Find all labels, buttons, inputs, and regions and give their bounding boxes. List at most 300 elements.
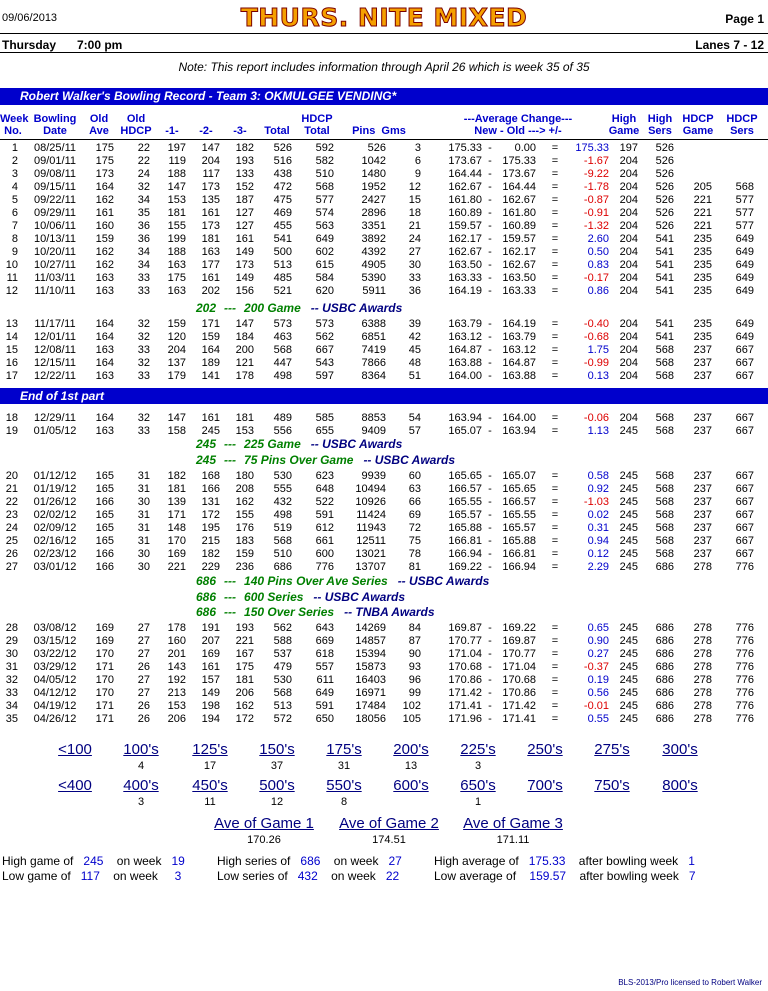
cell: 2427 (361, 194, 386, 206)
dash: - (488, 548, 492, 560)
cell: 02/23/12 (33, 548, 77, 560)
cell: 22 (137, 155, 150, 167)
cell: 179 (167, 370, 186, 382)
cell: 163 (167, 285, 186, 297)
cell: 45 (408, 344, 421, 356)
cell: 204 (619, 246, 638, 258)
cell: 175 (95, 142, 114, 154)
equals: = (551, 233, 559, 245)
cell: -9.22 (583, 168, 609, 180)
cell: 204 (619, 344, 638, 356)
cell: 278 (693, 700, 712, 712)
col-header-hdcptotal: HDCP Total (301, 113, 333, 137)
cell: 591 (315, 509, 334, 521)
cell: 776 (735, 648, 754, 660)
cell: 131 (201, 496, 220, 508)
cell: 12/22/11 (33, 370, 76, 382)
record-title-bar: Robert Walker's Bowling Record - Team 3: OKMULGEE VENDING* (0, 88, 768, 105)
cell: 0.94 (587, 535, 609, 547)
cell: 16971 (355, 687, 386, 699)
cell: 161.80 (502, 207, 536, 219)
cell: 541 (273, 233, 292, 245)
equals: = (551, 561, 559, 573)
cell: 686 (655, 674, 674, 686)
cell: 171.04 (502, 661, 536, 673)
cell: 162.67 (448, 181, 482, 193)
league-time: 7:00 pm (77, 38, 123, 52)
cell: 162 (95, 246, 114, 258)
cell: 175 (235, 661, 254, 673)
cell: 1 (11, 142, 18, 154)
cell: 149 (235, 246, 254, 258)
cell: 175.33 (502, 155, 536, 167)
cell: 10 (5, 259, 18, 271)
cell: 776 (735, 635, 754, 647)
equals: = (551, 700, 559, 712)
cell: 181 (167, 483, 186, 495)
award-org: -- TNBA Awards (344, 605, 435, 619)
cell: 04/26/12 (33, 713, 77, 725)
cell: 202 (201, 285, 220, 297)
cell: 574 (315, 207, 334, 219)
cell: 90 (408, 648, 421, 660)
cell: 169 (95, 622, 114, 634)
award-score: 686 (196, 590, 217, 604)
cell: 11 (6, 272, 18, 284)
cell: 582 (315, 155, 334, 167)
cell: 170.77 (502, 648, 536, 660)
cell: 8364 (361, 370, 386, 382)
cell: 170 (95, 648, 114, 660)
cell: 102 (402, 700, 421, 712)
cell: 463 (273, 331, 292, 343)
cell: 204 (619, 272, 638, 284)
cell: 163 (167, 259, 186, 271)
cell: 568 (655, 344, 674, 356)
cell: 618 (315, 648, 334, 660)
cell: 164 (95, 412, 114, 424)
cell: 166 (201, 483, 220, 495)
cell: 164.44 (502, 181, 536, 193)
cell: 162.17 (502, 246, 536, 258)
dash: - (488, 509, 492, 521)
report-note: Note: This report includes information through April 26 which is week 35 of 35 (178, 60, 590, 74)
cell: 245 (619, 661, 638, 673)
cell: 577 (735, 194, 754, 206)
cell: 8853 (361, 412, 386, 424)
cell: 33 (137, 425, 150, 437)
cell: 34 (137, 194, 150, 206)
cell: 81 (408, 561, 421, 573)
cell: 776 (735, 674, 754, 686)
cell: 08/25/11 (33, 142, 76, 154)
cell: 15 (5, 344, 18, 356)
cell: 155 (235, 509, 254, 521)
cell: 193 (235, 622, 254, 634)
cell: 31 (5, 661, 18, 673)
cell: 27 (137, 687, 150, 699)
cell: 12511 (356, 535, 386, 547)
cell: 39 (408, 318, 421, 330)
cell: 615 (315, 259, 334, 271)
cell: 686 (655, 700, 674, 712)
cell: 31 (137, 522, 150, 534)
cell: 541 (655, 233, 674, 245)
license-footer: BLS-2013/Pro licensed to Robert Walker (618, 978, 762, 987)
league-day: Thursday (2, 38, 57, 52)
cell: 776 (315, 561, 334, 573)
dash: - (488, 535, 492, 547)
cell: 498 (273, 509, 292, 521)
game-range-1: 100's (123, 741, 159, 758)
cell: 30 (5, 648, 18, 660)
cell: 171.41 (502, 713, 536, 725)
table-row (0, 661, 768, 674)
cell: 221 (693, 194, 712, 206)
ave-game-3-value: 171.11 (496, 834, 530, 846)
col-header-pins: Pins Gms (352, 125, 406, 137)
cell: 18056 (355, 713, 386, 725)
equals: = (551, 622, 559, 634)
equals: = (551, 496, 559, 508)
cell: 162.67 (502, 194, 536, 206)
cell: 516 (273, 155, 292, 167)
equals: = (551, 661, 559, 673)
dash: - (488, 370, 492, 382)
award-line (196, 453, 455, 467)
cell: 623 (315, 470, 334, 482)
cell: 169 (95, 635, 114, 647)
cell: 649 (735, 259, 754, 271)
equals: = (551, 425, 559, 437)
cell: 237 (693, 357, 712, 369)
cell: 572 (273, 713, 292, 725)
col-header-bowling: Bowling Date (33, 113, 77, 137)
cell: 204 (619, 207, 638, 219)
cell: 237 (693, 535, 712, 547)
cell: 09/08/11 (33, 168, 76, 180)
cell: 162 (95, 259, 114, 271)
cell: 556 (273, 425, 292, 437)
table-row (0, 548, 768, 561)
cell: 11/17/11 (34, 318, 76, 330)
equals: = (551, 344, 559, 356)
cell: 163.50 (502, 272, 536, 284)
cell: 42 (408, 331, 421, 343)
cell: 485 (273, 272, 292, 284)
cell: 161 (201, 207, 220, 219)
cell: 194 (201, 713, 220, 725)
dash: - (488, 357, 492, 369)
award-score: 202 (196, 301, 217, 315)
cell: -1.67 (583, 155, 609, 167)
cell: 686 (655, 648, 674, 660)
game-range-6: 225's (460, 741, 496, 758)
cell: 166.94 (448, 548, 482, 560)
cell: 195 (201, 522, 220, 534)
cell: 526 (655, 194, 674, 206)
table-row (0, 233, 768, 246)
col-header-hdcpgame: HDCP Game (682, 113, 714, 137)
cell: 655 (315, 425, 334, 437)
col-header-total: Total (264, 125, 290, 137)
cell: 34 (137, 259, 150, 271)
series-range-3: 500's (259, 777, 295, 794)
cell: 163.88 (448, 357, 482, 369)
cell: 173.67 (502, 168, 536, 180)
cell: 611 (316, 674, 334, 686)
cell: 164 (201, 344, 220, 356)
award-name: 150 Over Series (244, 605, 335, 619)
cell: 0.92 (587, 483, 609, 495)
dash: - (488, 331, 492, 343)
cell: 562 (273, 622, 292, 634)
cell: 161 (235, 233, 254, 245)
cell: 04/12/12 (33, 687, 77, 699)
cell: 10/27/11 (33, 259, 76, 271)
cell: 776 (735, 700, 754, 712)
table-row (0, 331, 768, 344)
dash: - (488, 344, 492, 356)
cell: 197 (167, 142, 186, 154)
cell: 573 (273, 318, 292, 330)
cell: 169 (201, 648, 220, 660)
cell: 157 (201, 674, 220, 686)
cell: 30 (408, 259, 421, 271)
cell: 163.79 (448, 318, 482, 330)
cell: 9 (11, 246, 18, 258)
table-row (0, 470, 768, 483)
series-range-6: 650's (460, 777, 496, 794)
table-row (0, 142, 768, 155)
cell: 12/29/11 (33, 412, 76, 424)
cell: 189 (201, 357, 220, 369)
cell: 173 (201, 181, 220, 193)
league-title: THURS. NITE MIXED (240, 3, 528, 32)
dash: - (488, 661, 492, 673)
cell: 667 (735, 412, 754, 424)
cell: 0.02 (587, 509, 609, 521)
col-header-week: Week No. (0, 113, 29, 137)
cell: 592 (315, 142, 334, 154)
cell: 5 (11, 194, 18, 206)
cell: 204 (619, 370, 638, 382)
cell: 84 (408, 622, 421, 634)
cell: 163 (95, 425, 114, 437)
cell: 04/05/12 (33, 674, 77, 686)
cell: 215 (201, 535, 220, 547)
cell: 162.67 (502, 259, 536, 271)
cell: 278 (693, 661, 712, 673)
cell: 169.22 (448, 561, 482, 573)
dash: - (488, 194, 492, 206)
cell: 667 (735, 522, 754, 534)
cell: 175.33 (448, 142, 482, 154)
cell: 09/29/11 (33, 207, 76, 219)
cell: 278 (693, 674, 712, 686)
cell: 161 (201, 412, 220, 424)
high-series-line: High series of 686 on week 27 (217, 854, 402, 868)
cell: 182 (235, 142, 254, 154)
cell: 175.33 (575, 142, 609, 154)
cell: 0.00 (514, 142, 536, 154)
equals: = (551, 483, 559, 495)
cell: 3351 (361, 220, 386, 232)
dash: - (488, 648, 492, 660)
cell: 526 (655, 220, 674, 232)
cell: 667 (735, 548, 754, 560)
cell: 21 (5, 483, 18, 495)
cell: 183 (235, 535, 254, 547)
cell: 213 (167, 687, 186, 699)
award-score: 686 (196, 574, 217, 588)
cell: 153 (167, 700, 186, 712)
cell: 686 (655, 622, 674, 634)
cell: 171.41 (448, 700, 482, 712)
game-range-count: 13 (404, 760, 418, 772)
cell: 173 (95, 168, 114, 180)
cell: 278 (693, 713, 712, 725)
dash: - (488, 233, 492, 245)
lanes: Lanes 7 - 12 (695, 38, 764, 52)
cell: 669 (315, 635, 334, 647)
cell: 204 (619, 259, 638, 271)
cell: 0.19 (587, 674, 609, 686)
dash: - (488, 272, 492, 284)
cell: 205 (693, 181, 712, 193)
award-separator: --- (224, 574, 237, 588)
cell: 204 (619, 181, 638, 193)
cell: 181 (167, 207, 186, 219)
cell: 541 (655, 259, 674, 271)
cell: 10494 (355, 483, 386, 495)
cell: 221 (693, 207, 712, 219)
cell: -1.32 (583, 220, 609, 232)
award-score: 245 (196, 437, 217, 451)
table-row (0, 181, 768, 194)
cell: 24 (408, 233, 421, 245)
table-row (0, 687, 768, 700)
cell: 166.94 (502, 561, 536, 573)
cell: 17484 (355, 700, 386, 712)
cell: 149 (235, 272, 254, 284)
cell: 438 (273, 168, 292, 180)
cell: 170 (95, 687, 114, 699)
cell: 18 (408, 207, 421, 219)
cell: 11424 (356, 509, 386, 521)
cell: 159.57 (448, 220, 482, 232)
cell: 193 (235, 155, 254, 167)
cell: 201 (167, 648, 186, 660)
cell: 163 (95, 370, 114, 382)
game-range-8: 275's (594, 741, 630, 758)
cell: 14 (5, 331, 18, 343)
cell: 165.88 (448, 522, 482, 534)
cell: 0.90 (587, 635, 609, 647)
cell: -0.40 (583, 318, 609, 330)
cell: 164.87 (448, 344, 482, 356)
cell: 177 (201, 259, 220, 271)
cell: 568 (655, 535, 674, 547)
series-range-1: 400's (123, 777, 159, 794)
cell: 235 (693, 259, 712, 271)
cell: 650 (315, 713, 334, 725)
cell: 30 (137, 548, 150, 560)
cell: 245 (619, 687, 638, 699)
cell: 32 (137, 412, 150, 424)
cell: 568 (273, 535, 292, 547)
cell: 164.00 (448, 370, 482, 382)
cell: 33 (137, 285, 150, 297)
cell: 278 (693, 687, 712, 699)
equals: = (551, 357, 559, 369)
series-range-count: 11 (204, 796, 216, 808)
equals: = (551, 194, 559, 206)
cell: 237 (693, 509, 712, 521)
col-header-hdcpsers: HDCP Sers (726, 113, 758, 137)
cell: 0.56 (587, 687, 609, 699)
cell: 602 (315, 246, 334, 258)
cell: 163 (95, 285, 114, 297)
cell: 204 (201, 155, 220, 167)
cell: 160.89 (448, 207, 482, 219)
cell: 26 (137, 713, 150, 725)
game-range-4: 175's (326, 741, 362, 758)
cell: 686 (655, 561, 674, 573)
cell: 278 (693, 622, 712, 634)
cell: 180 (235, 470, 254, 482)
ave-game-3-label: Ave of Game 3 (463, 815, 563, 832)
cell: 171 (95, 700, 114, 712)
cell: 10926 (355, 496, 386, 508)
cell: 170.68 (502, 674, 536, 686)
dash: - (488, 483, 492, 495)
cell: 117 (202, 168, 220, 180)
cell: 11943 (356, 522, 386, 534)
cell: 667 (735, 496, 754, 508)
cell: 612 (315, 522, 334, 534)
cell: 164 (95, 357, 114, 369)
dash: - (488, 674, 492, 686)
cell: 649 (735, 331, 754, 343)
cell: 31 (137, 509, 150, 521)
report-date: 09/06/2013 (2, 12, 58, 24)
high-game-line: High game of 245 on week 19 (2, 854, 185, 868)
cell: 159 (201, 331, 220, 343)
cell: 170 (167, 535, 186, 547)
dash: - (488, 181, 492, 193)
cell: 147 (167, 181, 186, 193)
cell: 01/05/12 (33, 425, 77, 437)
cell: 649 (315, 233, 334, 245)
table-row (0, 168, 768, 181)
cell: 649 (735, 285, 754, 297)
cell: 165.57 (448, 509, 482, 521)
cell: 667 (315, 344, 334, 356)
column-header-divider (0, 139, 768, 140)
cell: 16403 (355, 674, 386, 686)
cell: 620 (315, 285, 334, 297)
cell: 204 (619, 331, 638, 343)
cell: 245 (619, 425, 638, 437)
cell: 168 (201, 470, 220, 482)
cell: 1042 (361, 155, 386, 167)
cell: 31 (137, 535, 150, 547)
cell: 9 (414, 168, 421, 180)
equals: = (551, 509, 559, 521)
cell: 96 (408, 674, 421, 686)
game-range-count: 3 (474, 760, 482, 772)
